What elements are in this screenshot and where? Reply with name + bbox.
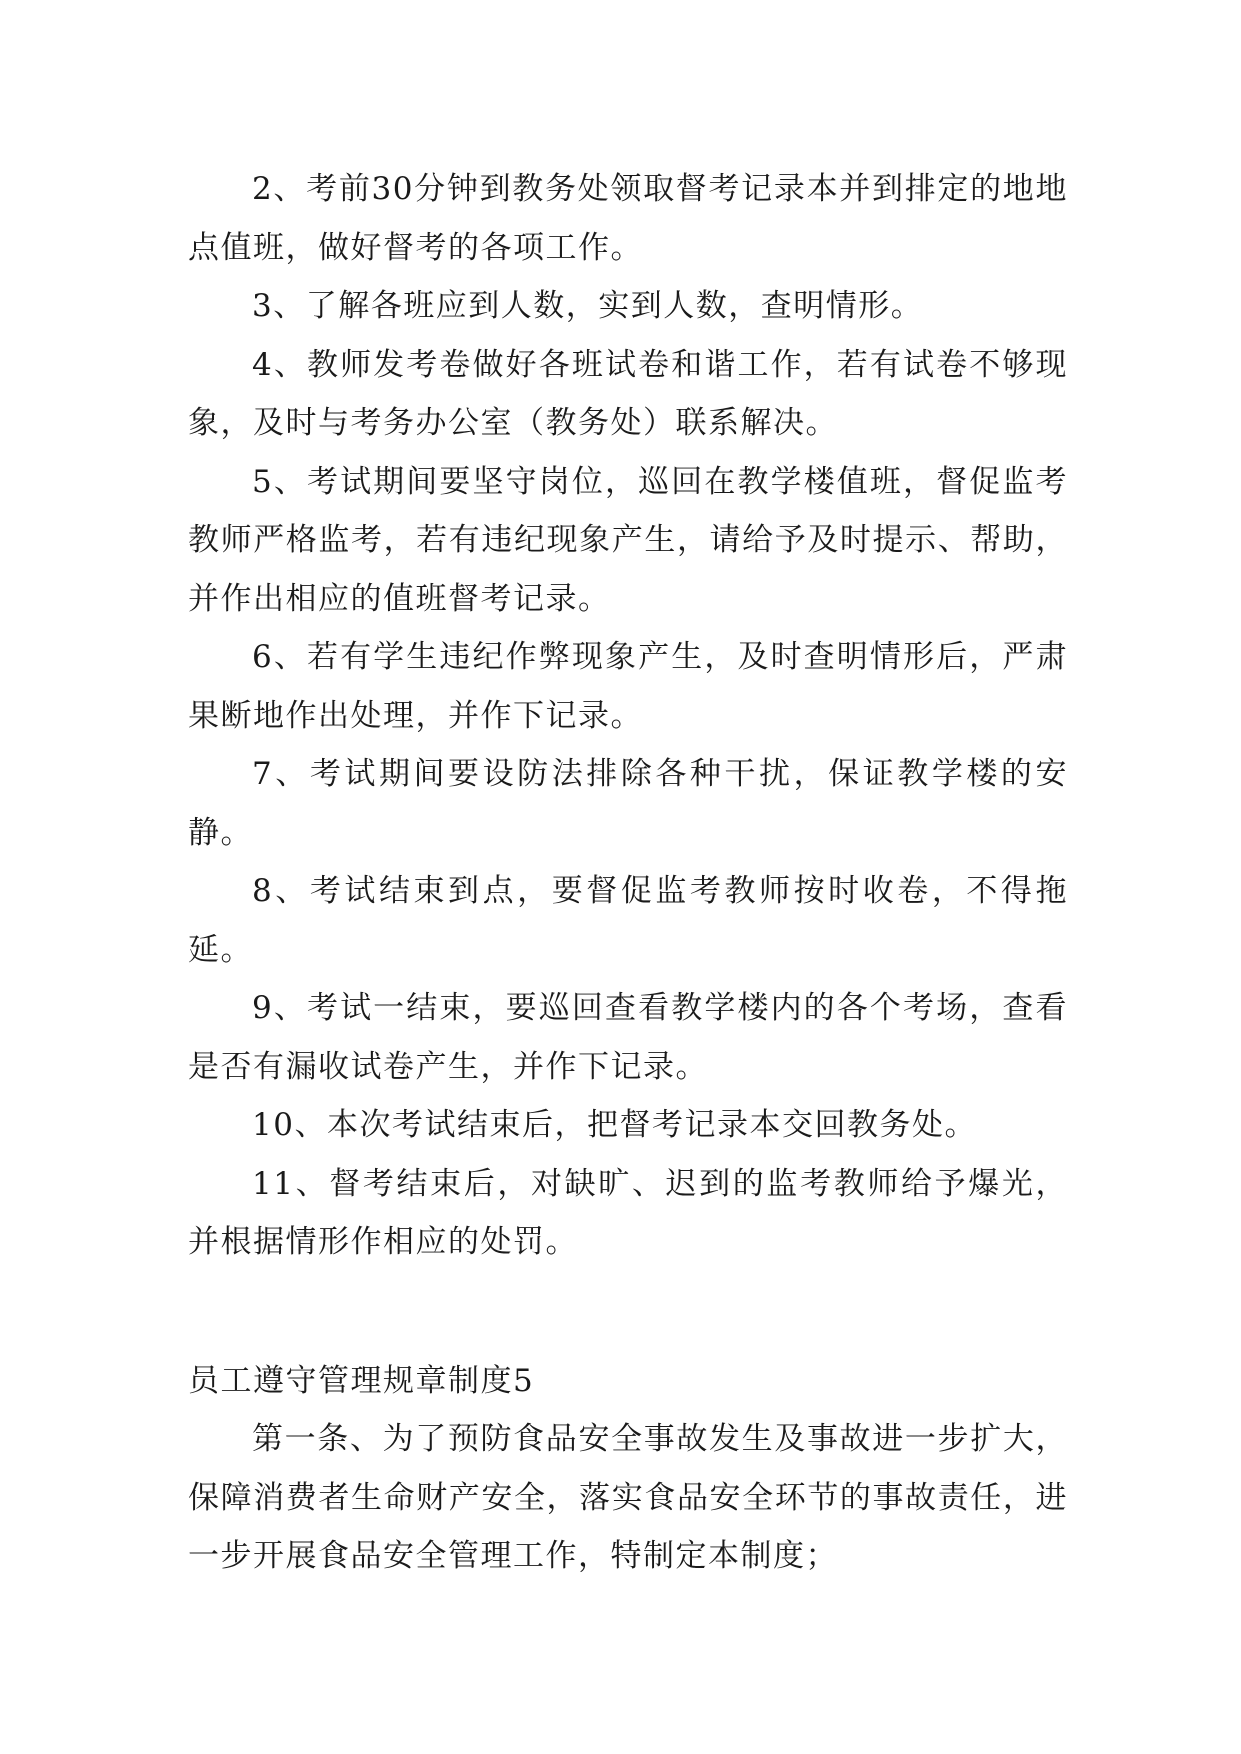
rule-item-3: 3、了解各班应到人数，实到人数，查明情形。 — [252, 288, 924, 324]
section-title: 员工遵守管理规章制度5 — [188, 1362, 535, 1399]
rule-item-4: 4、教师发考卷做好各班试卷和谐工作，若有试卷不够现象，及时与考务办公室（教务处）联系解决。 — [188, 346, 1068, 441]
rule-item-6: 6、若有学生违纪作弊现象产生，及时查明情形后，严肃果断地作出处理，并作下记录。 — [188, 639, 1068, 734]
rule-item-9: 9、考试一结束，要巡回查看教学楼内的各个考场，查看是否有漏收试卷产生，并作下记录。 — [188, 990, 1068, 1085]
document-body — [188, 160, 1068, 1586]
rule-item-8: 8、考试结束到点，要督促监考教师按时收卷，不得拖延。 — [188, 873, 1068, 968]
rule-item-7: 7、考试期间要设防法排除各种干扰，保证教学楼的安静。 — [188, 756, 1068, 851]
rule-item-10: 10、本次考试结束后，把督考记录本交回教务处。 — [252, 1107, 977, 1143]
rule-item-5: 5、考试期间要坚守岗位，巡回在教学楼值班，督促监考教师严格监考，若有违纪现象产生，请给予及时提示、帮助，并作出相应的值班督考记录。 — [188, 463, 1068, 617]
rule-item-2: 2、考前30分钟到教务处领取督考记录本并到排定的地地点值班，做好督考的各项工作。 — [188, 171, 1068, 266]
section-paragraph: 第一条、为了预防食品安全事故发生及事故进一步扩大，保障消费者生命财产安全，落实食品安全环节的事故责任，进一步开展食品安全管理工作，特制定本制度； — [188, 1421, 1068, 1574]
rule-item-11: 11、督考结束后，对缺旷、迟到的监考教师给予爆光，并根据情形作相应的处罚。 — [188, 1165, 1068, 1260]
